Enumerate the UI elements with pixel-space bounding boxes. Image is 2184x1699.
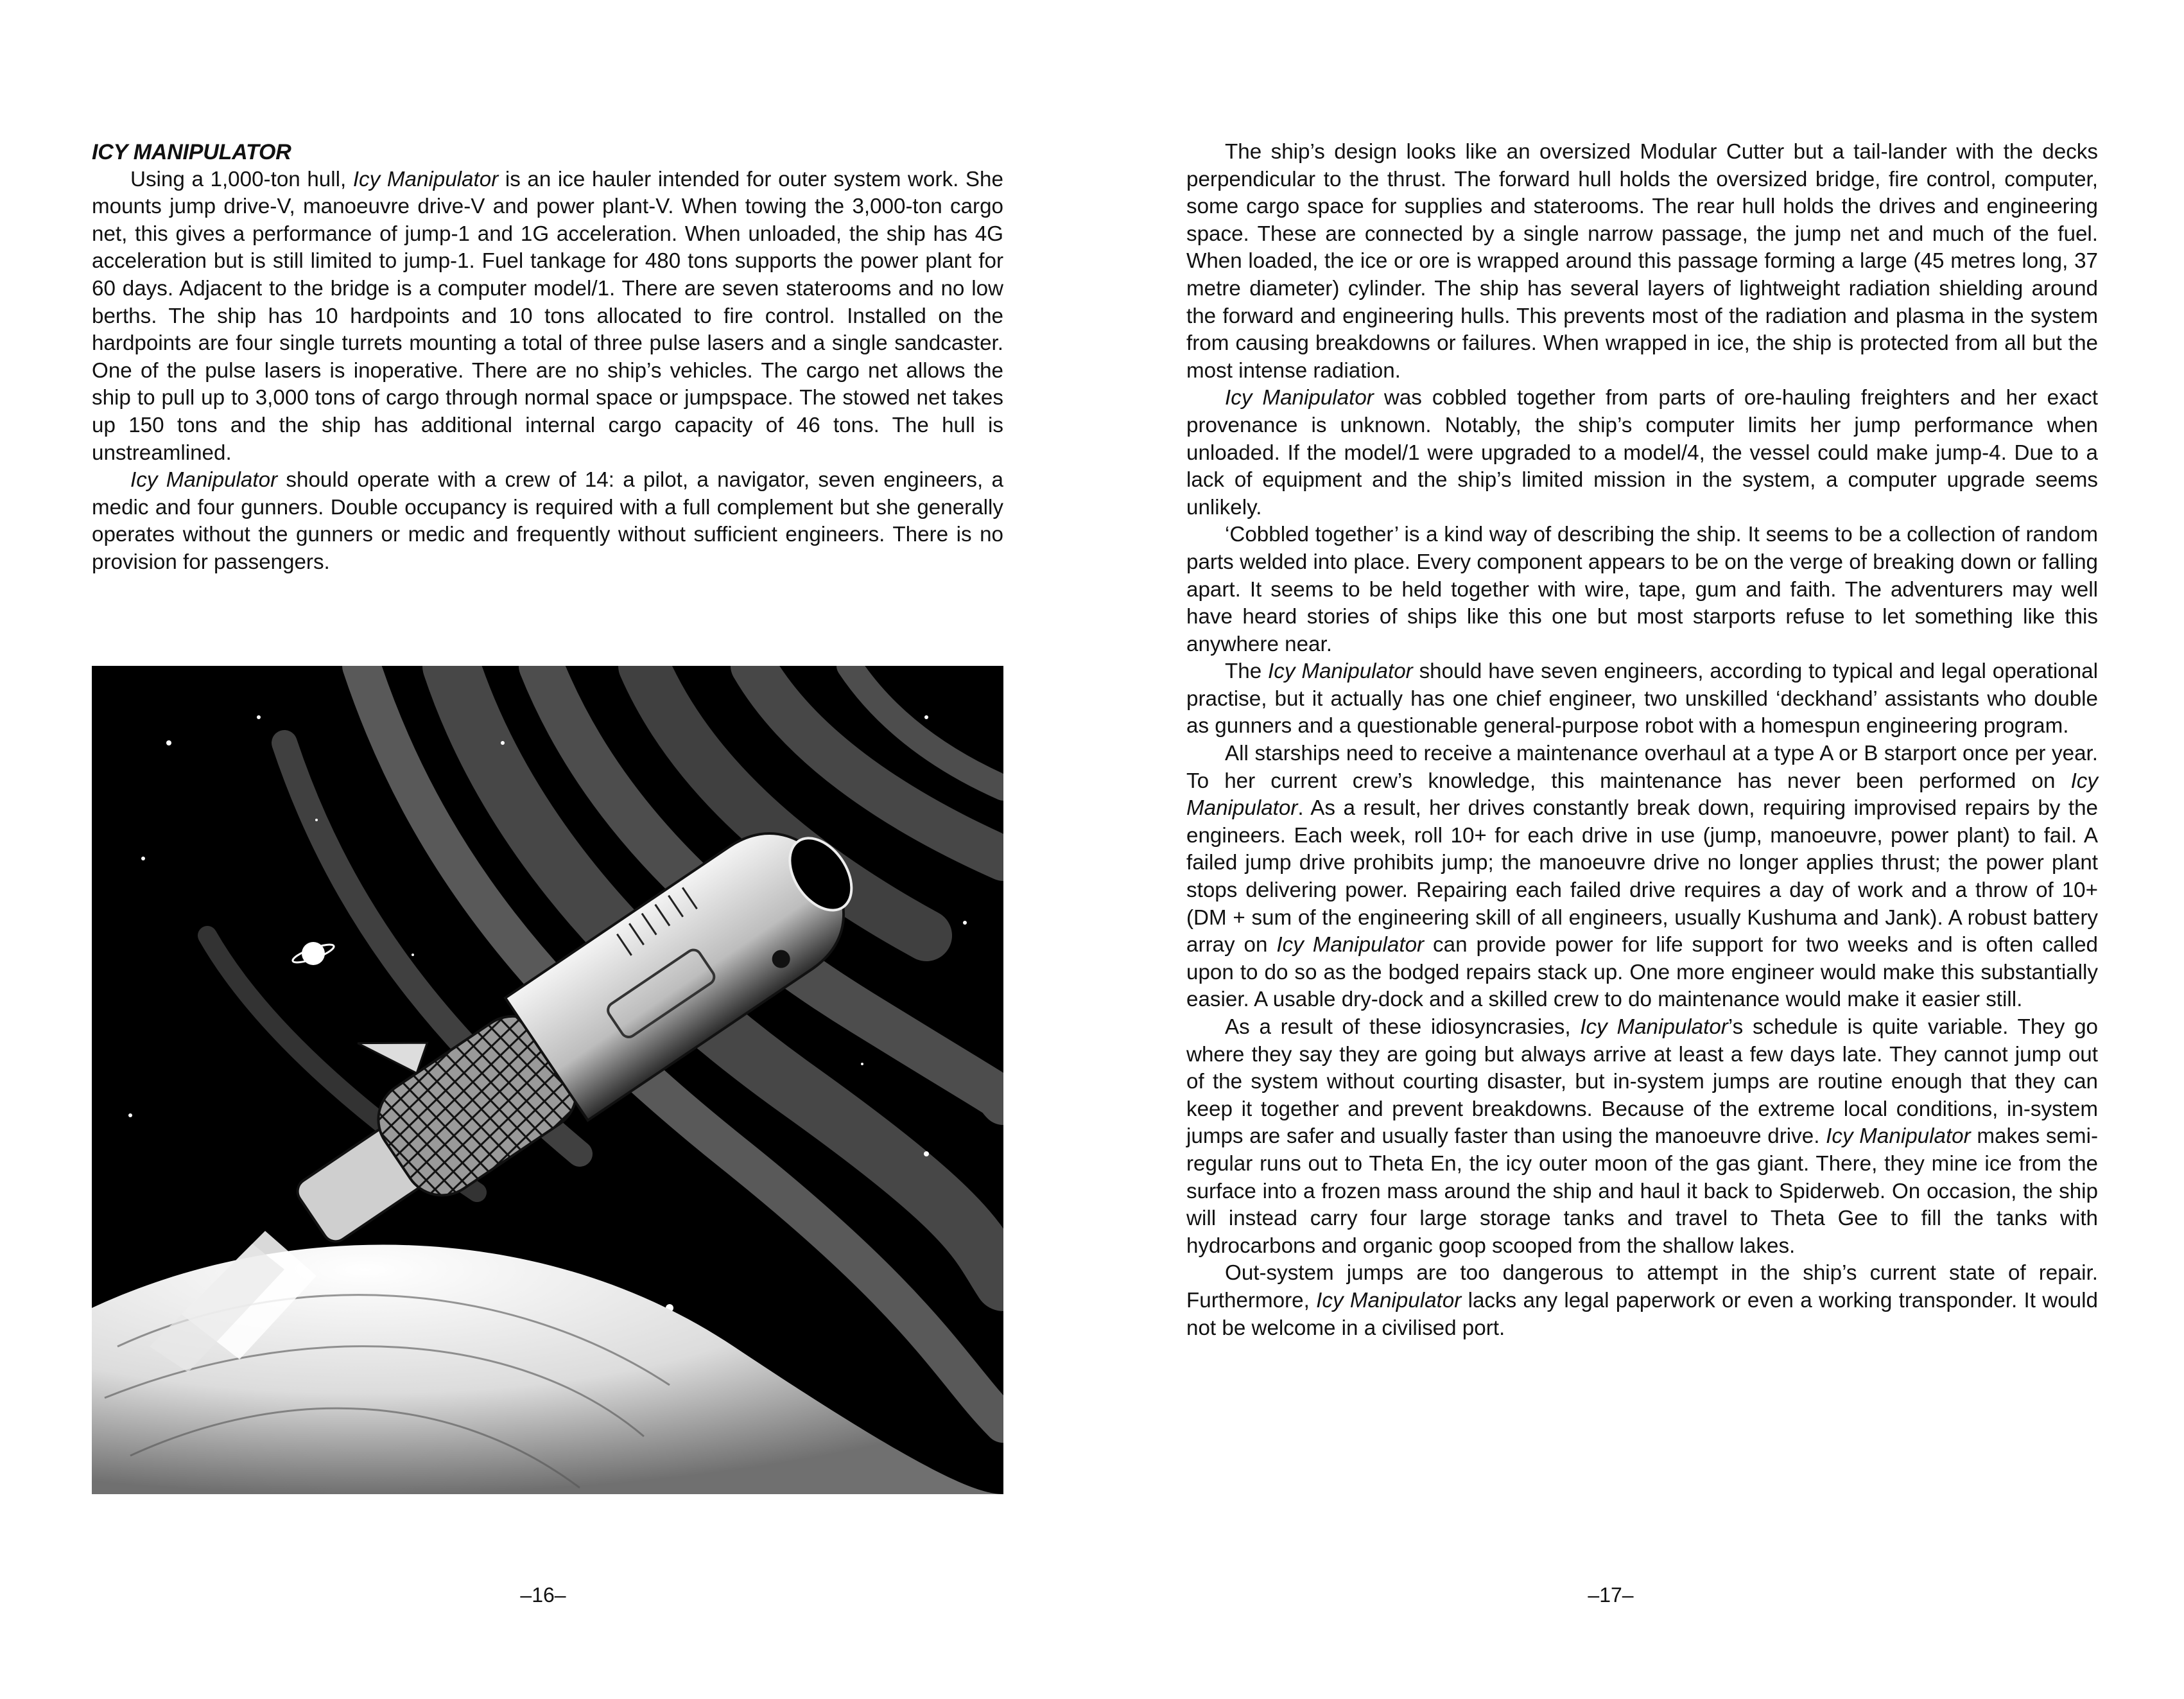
text-run: is an ice hauler intended for outer system work. She mounts jump drive-V, manoeuvre drive-V and power plant-V. When towing the 3,000-ton cargo net, this gives a performance of jump-1 and 1G acceleration. When unloaded, the ship has 4G acceleration but is still limited to jump-1. Fuel tankage for 480 tons supports the power plant for 60 days. Adjacent to the bridge is a computer model/1. There are seven staterooms and no low berths. The ship has 10 hardpoints and 10 tons allocated to fire control. Installed on the hardpoints are four single turrets mounting a total of three pulse lasers and a single sandcaster. One of the pulse lasers is inoperative. There are no ship’s vehicles. The cargo net allows the ship to pull up to 3,000 tons of cargo through normal space or jumpspace. The stowed net takes up 150 tons and the ship has additional internal cargo capacity of 46 tons. The hull is unstreamlined. [92, 167, 1003, 465]
ship-name-italic: Icy Manipulator [1276, 933, 1425, 957]
right-page [1092, 0, 2184, 1699]
text-run: can provide power for life support for two weeks and is often called upon to do so as the bodged repairs stack up. One more engineer would make this substantially easier. A usable dry-dock and a skilled crew to do maintenance would make it easier still. [1186, 933, 2098, 1012]
right-paragraph-7 [1186, 1260, 2098, 1342]
ship-name-italic: Icy Manipulator [352, 167, 499, 191]
text-run: makes semi-regular runs out to Theta En, the icy outer moon of the gas giant. There, they mine ice from the surface into a frozen mass around the ship and haul it back to Spiderweb. On occasion, the ship will instead carry four large storage tanks and travel to Theta Gee to fill the tanks with hydrocarbons and organic goop scooped from the shallow lakes. [1186, 1124, 2098, 1258]
right-paragraph-1 [1186, 139, 2098, 385]
ship-illustration [92, 666, 1003, 1494]
text-run: ’s schedule is quite variable. They go where they say they are going but always arrive at least a few days late. They cannot jump out of the system without courting disaster, but in-system jumps are routine enough that they can keep it together and prevent breakdowns. Because of the extreme local conditions, in-system jumps are safer and usually faster than using the manoeuvre drive. [1186, 1015, 2098, 1149]
ship-name-italic: Icy Manipulator [1826, 1124, 1971, 1149]
right-paragraph-6 [1186, 1014, 2098, 1260]
text-run: . As a result, her drives constantly break down, requiring improvised repairs by the engineers. Each week, roll 10+ for each drive in use (jump, manoeuvre, power plant) to fail. A failed jump drive prohibits jump; the manoeuvre drive no longer applies thrust; the power plant stops delivering power. Repairing each failed drive requires a day of work and a throw of 10+ (DM + sum of the engineering skill of all engineers, usually Kushuma and Jank). A robust battery array on [1186, 796, 2098, 957]
text-run: The ship’s design looks like an oversized Modular Cutter but a tail-lander with the decks perpendicular to the thrust. The forward hull holds the oversized bridge, fire control, computer, some cargo space for supplies and staterooms. The rear hull holds the drives and engineering space. These are connected by a single narrow passage, the jump net and much of the fuel. When loaded, the ice or ore is wrapped around this passage forming a large (45 metres long, 37 metre diameter) cylinder. The ship has several layers of lightweight radiation shielding around the forward and engineering hulls. This prevents most of the radiation and plasma in the system from causing breakdowns or failures. When wrapped in ice, the ship is protected from all but the most intense radiation. [1186, 140, 2098, 383]
text-run: should operate with a crew of 14: a pilot, a navigator, seven engineers, a medic and four gunners. Double occupancy is required with a full complement but she generally operates without the gunners or medic and frequently without sufficient engineers. There is no provision for passengers. [92, 468, 1003, 574]
ship-name-italic: Icy Manipulator [1186, 769, 2098, 821]
right-paragraph-3 [1186, 521, 2098, 658]
text-run: ‘Cobbled together’ is a kind way of describing the ship. It seems to be a collection of random parts welded into place. Every component appears to be on the verge of breaking down or falling apart. It seems to be held together with wire, tape, gum and faith. The adventurers may well have heard stories of ships like this one but most starports refuse to let something like this anywhere near. [1186, 523, 2098, 656]
ship-name-italic: Icy Manipulator [1580, 1015, 1728, 1039]
ship-name-italic: Icy Manipulator [130, 468, 278, 492]
text-run: lacks any legal paperwork or even a working transponder. It would not be welcome in a civilised port. [1186, 1288, 2098, 1340]
right-paragraph-4 [1186, 658, 2098, 740]
right-text-column [1186, 139, 2098, 1342]
text-run: Using a 1,000-ton hull, [130, 167, 353, 191]
left-paragraph-1 [92, 166, 1003, 467]
text-run: was cobbled together from parts of ore-hauling freighters and her exact provenance is unknown. Notably, the ship’s computer limits her jump performance when unloaded. If the model/1 were upgraded to a model/4, the vessel could make jump-4. Due to a lack of equipment and the ship’s limited mission in the system, a computer upgrade seems unlikely. [1186, 386, 2098, 519]
left-paragraph-2 [92, 467, 1003, 576]
left-text-column [92, 139, 1003, 577]
text-run: should have seven engineers, according to typical and legal operational practise, but it actually has one chief engineer, two unskilled ‘deckhand’ assistants who double as gunners and a questionable general-purpose robot with a homespun engineering program. [1186, 659, 2098, 738]
ship-illustration-svg [92, 666, 1003, 1494]
page-number-right: –17– [1588, 1583, 1634, 1607]
ship-name-italic: Icy Manipulator [1225, 386, 1374, 410]
text-run: As a result of these idiosyncrasies, [1225, 1015, 1581, 1039]
page-number-left: –16– [520, 1583, 566, 1607]
ship-name-italic: Icy Manipulator [1268, 659, 1413, 684]
text-run: Out-system jumps are too dangerous to attempt in the ship’s current state of repair. Furthermore, [1186, 1261, 2098, 1312]
right-paragraph-2 [1186, 385, 2098, 521]
ship-name-italic: Icy Manipulator [1316, 1288, 1462, 1312]
text-run: All starships need to receive a maintenance overhaul at a type A or B starport once per year. To her current crew’s knowledge, this maintenance has never been performed on [1186, 742, 2098, 793]
text-run: The [1225, 659, 1269, 684]
right-paragraph-5 [1186, 740, 2098, 1014]
section-heading: ICY MANIPULATOR [92, 140, 291, 164]
